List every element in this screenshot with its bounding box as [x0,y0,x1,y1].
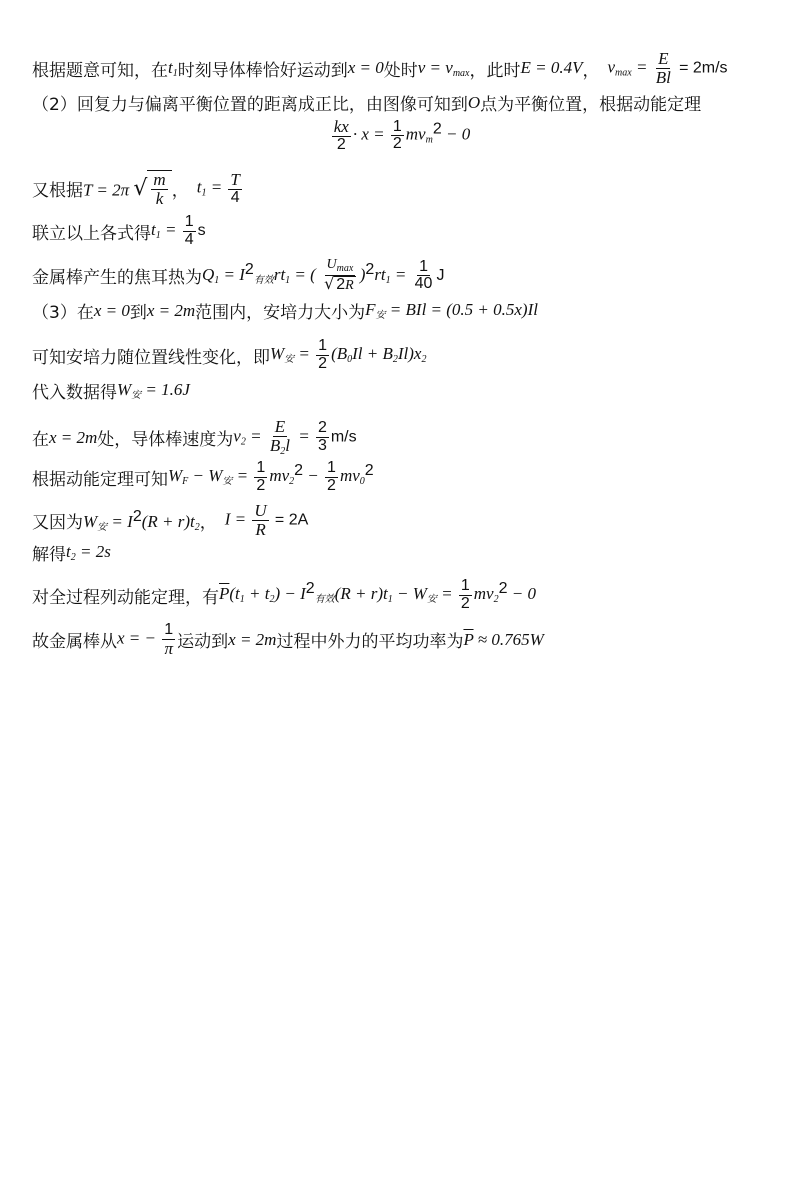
expr-work-energy: $W_F - W_安$ = $\frac{1}{2}$ $mv_2^2$ − $\frac{1}{2}$ $mv_0^2$ [168,459,374,494]
text: 点为平衡位置，根据动能定理 [480,95,702,115]
text: 又根据 [32,181,83,202]
expr-v2: $v_2$ = $\frac{E}{B_2l}$ = $\frac{2}{3}$ m/s [233,417,357,457]
var-O: O [467,92,481,112]
text: （3）在 [32,303,94,323]
expr-t1: $t_1$ = $\frac{T}{4}$ [196,170,240,206]
text: 联立以上各式得 [32,223,151,244]
expr-W-an: $W_安$ = $\frac{1}{2}$ $(B_0Il + B_2Il)x_2$ [270,337,427,372]
text: 故金属棒从 [32,632,117,653]
expr-total-energy: $\overline{P}(t_1 + t_2) - I^2_{有效}(R + r)t_1 - W_安$ = $\frac{1}{2}$ $mv_2^2 - 0$ [219,577,536,612]
text: ，此时 [469,60,521,81]
expr-x2m: x = 2m [228,629,277,649]
expr-I: I = $\frac{U}{R}$ = 2A [224,501,309,539]
expr-x-neg-pi: x = − $\frac{1}{\pi}$ [117,621,174,658]
text: 金属棒产生的焦耳热为 [32,268,202,289]
text: 解得 [32,545,66,565]
expr-W-an-I: $W_安 = I^2(R + r)t_2$ [83,507,200,533]
line-4: 又根据 T = 2π √ $\frac{m}{k}$ ， $t_1$ = $\frac{T}{4}$ [32,170,244,208]
eq-content: $\frac{kx}{2}$ · x = $\frac{1}{2}$ $mv_m^2 - 0$ [333,117,471,153]
expr-F: $F_安$ = BIl = (0.5 + 0.5x)Il [365,300,538,321]
text: ， [582,60,600,81]
line-10 [32,418,357,457]
expr-period: T = 2π √ $\frac{m}{k}$ [83,170,172,208]
text: 处时 [383,60,418,81]
expr-P-avg: $\overline{P} \approx 0.765W$ [463,629,544,649]
text: 在 [32,430,49,451]
text: 过程中外力的平均功率为 [276,632,464,653]
expr-W-an-value: $W_安 = 1.6J$ [117,380,190,401]
expr-t2: $t_2 = 2s$ [66,542,111,563]
expr-vmax: $v_{max}$ = $\frac{E}{Bl}$ = 2m/s [607,49,728,87]
line-8 [32,338,426,373]
text: 时刻导体棒恰好运动到 [177,60,348,81]
line-12: 又因为 $W_安 = I^2(R + r)t_2$ ， I = $\frac{U}{R}$ = 2A [32,501,309,539]
line-15 [32,622,544,658]
expr-x0: x = 0 [93,300,130,320]
equation-energy [0,118,800,154]
text: 代入数据得 [32,383,117,403]
line-7 [32,298,538,323]
text: 到 [129,303,147,323]
line-2 [32,90,701,115]
var-t1: $t_1$ [168,57,178,79]
expr-x2m: x = 2m [146,300,196,320]
line-11 [32,460,374,495]
text: 处，导体棒速度为 [97,430,234,451]
text: 对全过程列动能定理，有 [32,587,219,608]
expr-x0: x = 0 [347,58,384,78]
expr-Q1: $Q_1 = I^2_{有效}rt_1$ = ( $U_{max}$ √ 2R )$^2rt_1$ = $\frac{1}{40}$ J [202,257,445,293]
line-5 [32,214,206,249]
line-6 [32,258,444,294]
expr-x2m: x = 2m [49,427,98,447]
line-9 [32,378,190,403]
text: 根据题意可知，在 [32,60,168,81]
text: 又因为 [32,512,83,533]
text: 范围内，安培力大小为 [195,303,366,323]
text: 可知安培力随位置线性变化，即 [32,347,270,368]
line-14 [32,578,536,613]
text: （2）回复力与偏离平衡位置的距离成正比，由图像可知到 [32,95,468,115]
line-1 [32,50,728,87]
text: 运动到 [177,632,229,653]
expr-E: E = 0.4V [520,58,583,78]
line-13 [32,540,111,565]
expr-t1-result: $t_1$ = $\frac{1}{4}$ s [151,213,206,248]
expr-v-vmax: $v = v_{max}$ [417,57,470,79]
text: 根据动能定理可知 [32,469,168,490]
